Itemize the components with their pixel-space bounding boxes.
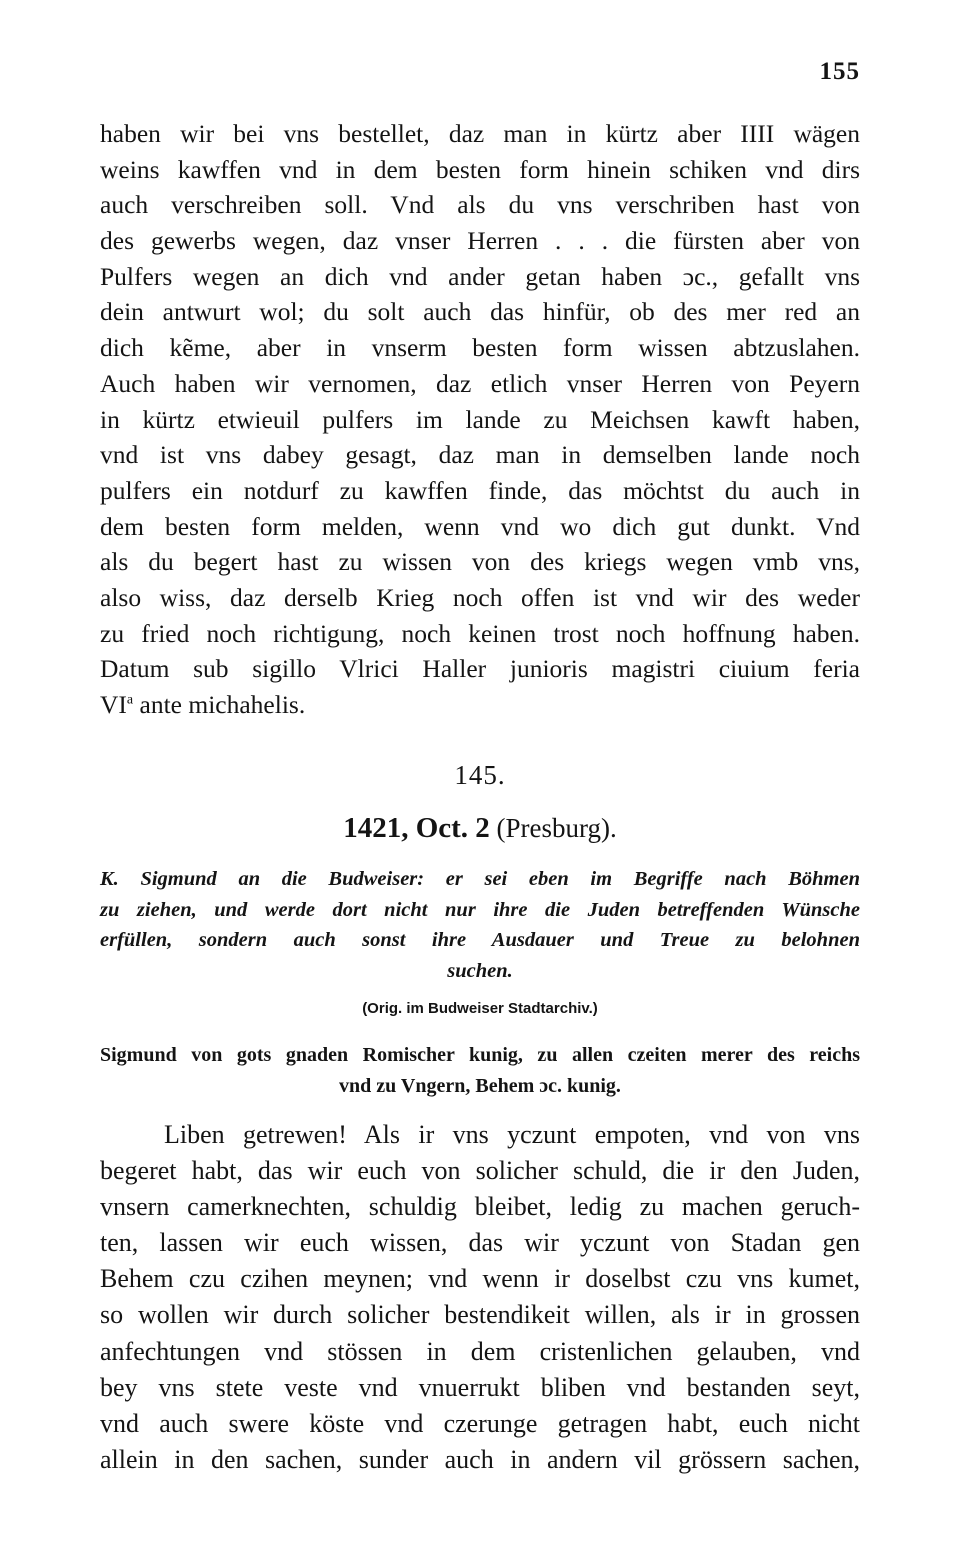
letter-text — [100, 1117, 860, 1478]
letter-line: begeret habt, das wir euch von solicher schuld, die ir den Juden, — [100, 1156, 860, 1186]
body-line: pulfers ein notdurf zu kawffen finde, das möchtst du auch in — [100, 475, 860, 505]
roman-numeral: VI — [100, 690, 127, 719]
letter-line: allein in den sachen, sunder auch in andern vil grössern sachen, — [100, 1444, 860, 1474]
regest — [100, 864, 860, 986]
body-line: dein antwurt wol; du solt auch das hinfür, ob des mer red an — [100, 297, 860, 327]
place-text: (Presburg). — [489, 813, 617, 843]
letter-line: bey vns stete veste vnd vnuerrukt bliben vnd bestanden seyt, — [100, 1372, 860, 1402]
regest-last-line: suchen. — [447, 959, 513, 982]
intitulatio-last-line: vnd zu Vngern, Behem ɔc. kunig. — [339, 1075, 621, 1097]
letter-line: vnsern camerknechten, schuldig bleibet, ledig zu machen geruch- — [100, 1192, 860, 1222]
body-line: Datum sub sigillo Vlrici Haller junioris magistri ciuium feria — [100, 654, 860, 684]
body-line: also wiss, daz derselb Krieg noch offen ist vnd wir des weder — [100, 582, 860, 612]
body-line: dich kẽme, aber in vnserm besten form wissen abtzuslahen. — [100, 333, 860, 363]
body-line: haben wir bei vns bestellet, daz man in kürtz aber IIII wägen — [100, 119, 860, 148]
body-line: weins kawffen vnd in dem besten form hinein schiken vnd dirs — [100, 154, 860, 184]
letter-line: anfechtungen vnd stössen in dem cristenlichen gelauben, vnd — [100, 1336, 860, 1366]
regest-line: K. Sigmund an die Budweiser: er sei eben im Begriffe nach Böhmen — [100, 868, 860, 890]
body-line: Auch haben wir vernomen, daz etlich vnser Herren von Peyern — [100, 368, 860, 398]
body-last-line-text: ante michahelis. — [133, 690, 306, 719]
superscript: a — [126, 692, 134, 708]
regest-line: erfüllen, sondern auch sonst ihre Ausdauer und Treue zu belohnen — [100, 929, 860, 951]
body-line: Pulfers wegen an dich vnd ander getan haben ɔc., gefallt vns — [100, 261, 860, 291]
body-line: vnd ist vns dabey gesagt, daz man in demselben lande noch — [100, 440, 860, 470]
letter-line: ten, lassen wir euch wissen, das wir yczunt von Stadan gen — [100, 1228, 860, 1258]
intitulatio-line: Sigmund von gots gnaden Romischer kunig, zu allen czeiten merer des reichs — [100, 1044, 860, 1066]
body-last-line — [100, 687, 860, 723]
document-date — [100, 812, 860, 845]
letter-line: so wollen wir durch solicher bestendikeit willen, als ir in grossen — [100, 1300, 860, 1330]
body-line: dem besten form melden, wenn vnd wo dich gut dunkt. Vnd — [100, 511, 860, 541]
page-number: 155 — [819, 58, 860, 85]
body-line: als du begert hast zu wissen von des kriegs wegen vmb vns, — [100, 547, 860, 577]
document-number: 145. — [454, 760, 506, 790]
body-line: zu fried noch richtigung, noch keinen trost noch hoffnung haben. — [100, 618, 860, 648]
body-text — [100, 116, 860, 723]
regest-line: zu ziehen, und werde dort nicht nur ihre die Juden betreffenden Wünsche — [100, 898, 860, 921]
body-line: in kürtz etwieuil pulfers im lande zu Meichsen kawft haben, — [100, 404, 860, 434]
date-text: 1421, Oct. 2 — [343, 812, 490, 844]
letter-first-line: Liben getrewen! Als ir vns yczunt empoten, vnd von vns — [164, 1120, 860, 1149]
letter-line: Behem czu czihen meynen; vnd wenn ir doselbst czu vns kumet, — [100, 1264, 860, 1294]
intitulatio — [100, 1040, 860, 1102]
body-line: auch verschreiben soll. Vnd als du vns verschriben hast von — [100, 190, 860, 220]
letter-line: vnd auch swere köste vnd czerunge getragen habt, euch nicht — [100, 1408, 860, 1438]
body-line: des gewerbs wegen, daz vnser Herren . . . die fürsten aber von — [100, 226, 860, 256]
source-note: (Orig. im Budweiser Stadtarchiv.) — [362, 1000, 598, 1017]
